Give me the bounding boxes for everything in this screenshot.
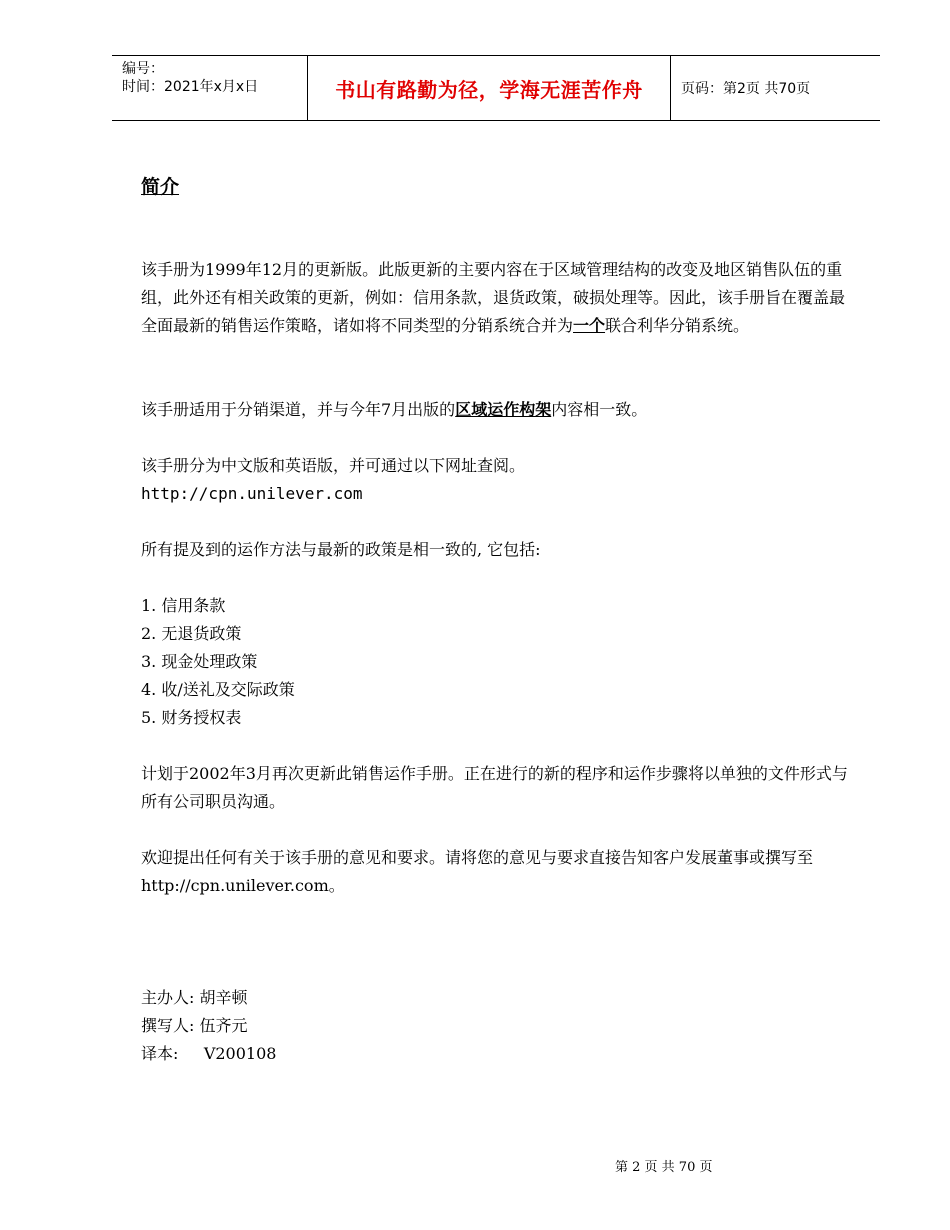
version-line: 译本: V200108 <box>141 1044 277 1063</box>
sponsor-line: 主办人: 胡辛顿 <box>141 988 248 1007</box>
scope-text-c: 内容相一致。 <box>551 400 648 419</box>
scope-text-a: 该手册适用于分销渠道，并与今年7月出版的 <box>141 400 456 419</box>
policies-intro: 所有提及到的运作方法与最新的政策是相一致的, 它包括: <box>141 540 541 559</box>
page-label: 页码：第2页 共70页 <box>681 81 811 97</box>
list-item: 1. 信用条款 <box>141 596 226 615</box>
page-footer: 第 2 页 共 70 页 <box>615 1160 713 1175</box>
website-url[interactable]: http://cpn.unilever.com <box>141 484 363 503</box>
writer-line: 撰写人: 伍齐元 <box>141 1016 248 1035</box>
motto: 书山有路勤为径，学海无涯苦作舟 <box>335 77 643 102</box>
intro-paragraph <box>141 256 856 340</box>
scope-paragraph <box>141 396 856 424</box>
intro-text-a: 该手册为1999年12月的更新版。此版更新的主要内容在于区域管理结构的改变及地区销售队伍的重组，此外还有相关政策的更新，例如：信用条款，退货政策，破损处理等。因此，该手册旨在覆盖最全面最新的销售运作策略，诸如将不同类型的分销系统合并为 <box>141 260 846 335</box>
page-header <box>112 55 880 121</box>
intro-text-c: 联合利华分销系统。 <box>605 316 750 335</box>
feedback-paragraph: 欢迎提出任何有关于该手册的意见和要求。请将您的意见与要求直接告知客户发展董事或撰写至 http://cpn.unilever.com。 <box>141 848 814 895</box>
number-label: 编号： <box>122 61 164 77</box>
framework-link[interactable]: 区域运作构架 <box>455 400 552 419</box>
header-page-cell <box>671 56 880 120</box>
list-item: 2. 无退货政策 <box>141 624 242 643</box>
list-item: 3. 现金处理政策 <box>141 652 258 671</box>
time-label: 时间：2021年x月x日 <box>122 79 259 95</box>
page-title: 简介 <box>141 176 180 198</box>
list-item: 4. 收/送礼及交际政策 <box>141 680 295 699</box>
versions-paragraph: 该手册分为中文版和英语版，并可通过以下网址查阅。 <box>141 456 526 475</box>
update-plan-paragraph: 计划于2002年3月再次更新此销售运作手册。正在进行的新的程序和运作步骤将以单独的文件形式与所有公司职员沟通。 <box>141 764 848 811</box>
header-meta <box>112 56 308 120</box>
list-item: 5. 财务授权表 <box>141 708 242 727</box>
header-motto-cell <box>308 56 671 120</box>
intro-emphasis: 一个 <box>573 316 606 335</box>
